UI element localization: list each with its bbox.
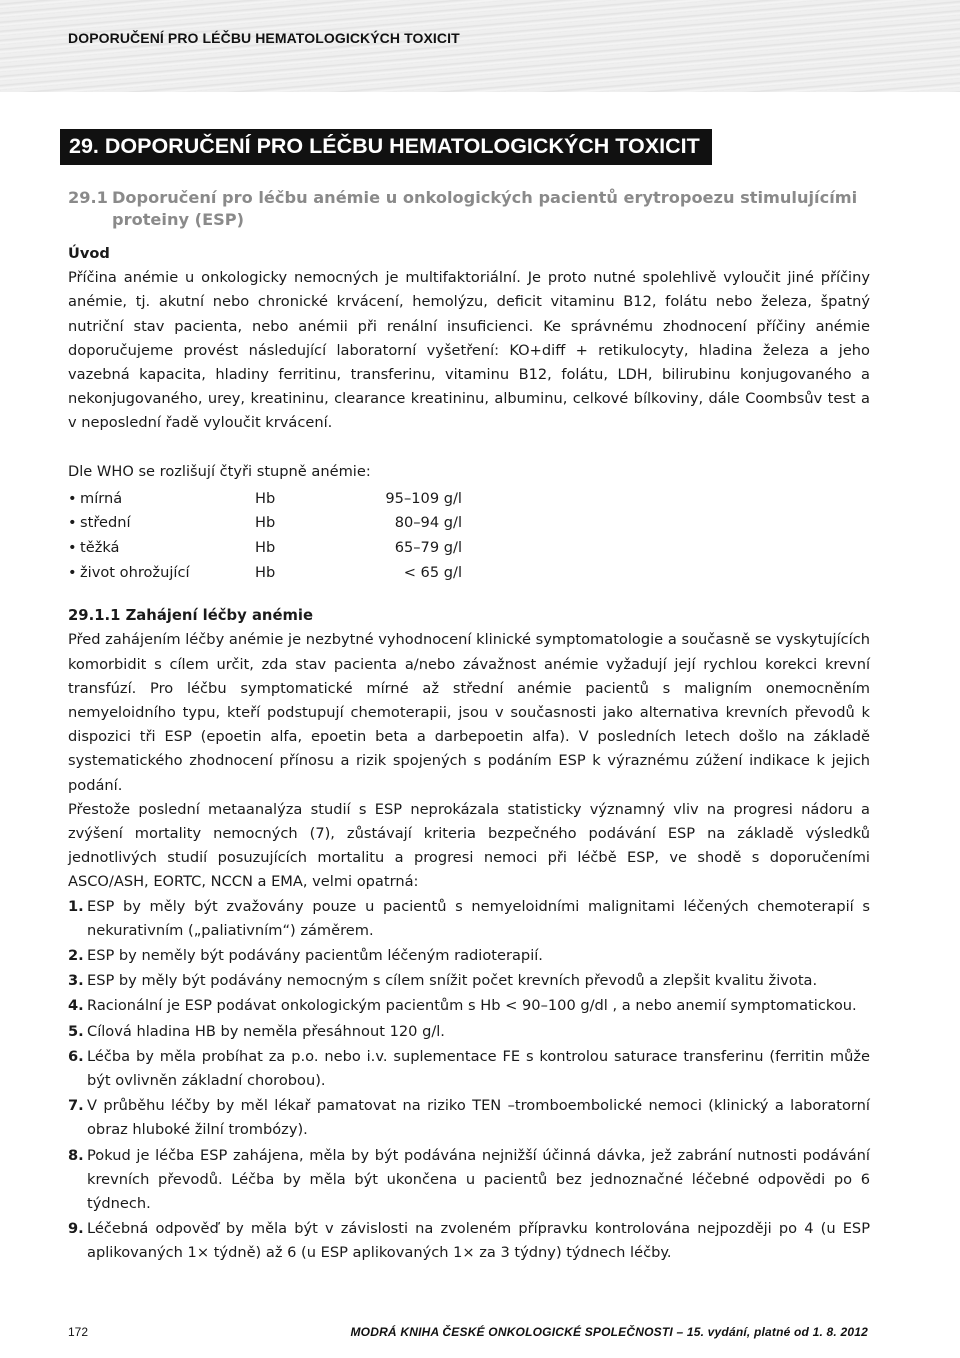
item-text: Cílová hladina HB by neměla přesáhnout 120 g/l. (87, 1022, 445, 1040)
subsection-start-treatment (68, 604, 870, 1265)
recommendations-list (68, 895, 870, 1266)
item-text: Racionální je ESP podávat onkologickým pacientům s Hb < 90–100 g/dl , a nebo anemií symptomatickou. (87, 997, 857, 1015)
list-item (68, 1020, 870, 1044)
page-title: 29. DOPORUČENÍ PRO LÉČBU HEMATOLOGICKÝCH TOXICIT (60, 129, 712, 165)
who-lead: Dle WHO se rozlišují čtyři stupně anémie: (68, 462, 371, 480)
running-head: DOPORUČENÍ PRO LÉČBU HEMATOLOGICKÝCH TOXICIT (68, 30, 460, 46)
list-item (68, 944, 870, 968)
grade-param: Hb (255, 489, 276, 507)
header-band (0, 0, 960, 92)
section-title-line2: proteiny (ESP) (112, 210, 245, 229)
anemia-grades-list (68, 487, 870, 585)
grade-row (68, 561, 870, 586)
grade-range: 65–79 g/l (394, 539, 462, 557)
bullet: • (68, 539, 77, 557)
list-item (68, 1094, 870, 1142)
item-text: ESP by měly být podávány nemocným s cílem snížit počet krevních převodů a zlepšit kvalitu života. (87, 972, 818, 990)
grade-row (68, 511, 870, 536)
grade-name: mírná (80, 489, 123, 507)
list-item (68, 895, 870, 943)
item-number: 1. (68, 897, 84, 915)
item-text: V průběhu léčby by měl lékař pamatovat na riziko TEN –tromboembolické nemoci (klinický a laboratorní obraz hluboké žilní trombózy). (87, 1097, 870, 1139)
bullet: • (68, 514, 77, 532)
subsection-paragraph: Přestože poslední metaanalýza studií s ESP neprokázala statisticky významný vliv na progresi nádoru a zvýšení mortality nemocných (7), zůstávají kriteria bezpečného podávání ESP na základě výsledků jednotlivých studií posuzujících mortalitu a progresi nemoci při léčbě ESP, ve shodě s doporučeními ASCO/ASH, EORTC, NCCN a EMA, velmi opatrná: (68, 800, 870, 891)
item-number: 4. (68, 997, 84, 1015)
item-number: 7. (68, 1097, 84, 1115)
spacer (68, 436, 870, 460)
list-item (68, 1045, 870, 1093)
item-number: 2. (68, 947, 84, 965)
grade-param: Hb (255, 539, 276, 557)
item-text: ESP by neměly být podávány pacientům léčeným radioterapií. (87, 947, 543, 965)
grade-name: těžká (80, 539, 120, 557)
subsection-paragraph: Před zahájením léčby anémie je nezbytné vyhodnocení klinické symptomatologie a současně se vyskytujících komorbidit s cílem určit, zda stav pacienta a/nebo závažnost anémie vyžadují její rychlou korekci krevní transfúzí. Pro léčbu symptomatické mírné až střední anémie pacientů s maligním onemocněním nemyeloidního typu, kteří podstupují chemoterapii, jsou v současnosti jako alternativa krevních převodů k dispozici tři ESP (epoetin alfa, epoetin beta a darbepoetin alfa). V posledních letech došlo na základě systematického zhodnocení přínosu a rizik spojených s podáním ESP k výraznému zúžení indikace k jejich podání. (68, 631, 870, 794)
section-heading (68, 187, 878, 231)
page-number: 172 (68, 1325, 89, 1339)
item-number: 8. (68, 1146, 84, 1164)
grade-range: 80–94 g/l (394, 514, 462, 532)
section-number: 29.1 (68, 188, 108, 207)
list-item (68, 969, 870, 993)
intro-paragraph: Příčina anémie u onkologicky nemocných je multifaktoriální. Je proto nutné spolehlivě vyloučit jiné příčiny anémie, tj. akutní nebo chronické krvácení, hemolýzu, deficit vitaminu B12, folátu nebo železa, špatný nutriční stav pacienta, nebo anémii při renální insuficienci. Ke správnému zhodnocení příčiny anémie doporučujeme provést následující laboratorní vyšetření: KO+diff + retikulocyty, hladina železa a jeho vazebná kapacita, hladiny ferritinu, transferinu, vitaminu B12, folátu, LDH, bilirubinu konjugovaného a nekonjugovaného, urey, kreatininu, clearance kreatininu, albuminu, celkové bílkoviny, dále Coombsův test a v neposlední řadě vyloučit krvácení. (68, 269, 870, 432)
main-content (68, 242, 870, 1267)
list-item (68, 1144, 870, 1217)
grade-name: život ohrožující (80, 563, 190, 581)
item-text: Léčebná odpověď by měla být v závislosti na zvoleném přípravku kontrolována nejpozději po 4 (u ESP aplikovaných 1× týdně) až 6 (u ESP aplikovaných 1× za 3 týdny) týdnech léčby. (87, 1220, 870, 1262)
grade-row (68, 487, 870, 512)
item-number: 3. (68, 972, 84, 990)
grade-param: Hb (255, 514, 276, 532)
list-item (68, 1217, 870, 1265)
bullet: • (68, 563, 77, 581)
book-title: MODRÁ KNIHA ČESKÉ ONKOLOGICKÉ SPOLEČNOSTI – 15. vydání, platné od 1. 8. 2012 (350, 1325, 868, 1339)
item-number: 9. (68, 1220, 84, 1238)
item-number: 5. (68, 1022, 84, 1040)
grade-range: 95–109 g/l (385, 489, 462, 507)
subsection-heading: 29.1.1 Zahájení léčby anémie (68, 607, 314, 625)
list-item (68, 994, 870, 1018)
grade-name: střední (80, 514, 131, 532)
item-text: Léčba by měla probíhat za p.o. nebo i.v. suplementace FE s kontrolou saturace transferinu (ferritin může být ovlivněn základní chorobou). (87, 1047, 870, 1090)
section-title-line1: Doporučení pro léčbu anémie u onkologických pacientů erytropoezu stimulujícími (112, 188, 858, 207)
intro-heading: Úvod (68, 245, 110, 262)
item-number: 6. (68, 1047, 84, 1065)
item-text: Pokud je léčba ESP zahájena, měla by být podávána nejnižší účinná dávka, jež zabrání nutnosti podávání krevních převodů. Léčba by měla být ukončena u pacientů bez jednoznačné léčebné odpovědi po 6 týdnech. (87, 1146, 870, 1213)
grade-row (68, 536, 870, 561)
bullet: • (68, 489, 77, 507)
grade-param: Hb (255, 563, 276, 581)
grade-range: < 65 g/l (403, 563, 462, 581)
item-text: ESP by měly být zvažovány pouze u pacientů s nemyeloidními malignitami léčených chemoterapií s nekurativním („paliativním“) záměrem. (87, 897, 870, 939)
